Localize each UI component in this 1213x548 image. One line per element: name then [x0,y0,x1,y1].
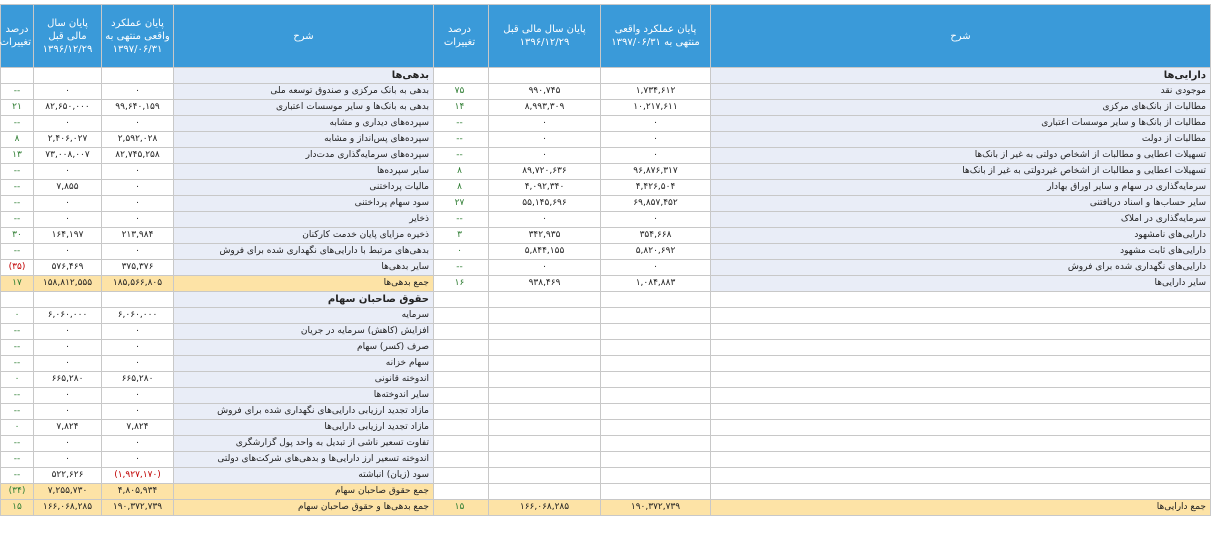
blank-row [431,292,1211,308]
prior-value: ۰ [489,116,601,132]
equity-total-row [1,484,434,500]
assets-row [431,84,1211,100]
liabilities-row [1,148,434,164]
actual-value: ۰ [102,452,174,468]
actual-value: ۱۹۰,۳۷۲,۷۳۹ [102,500,174,516]
empty-cell [601,340,711,356]
actual-value: ۹۶,۸۷۶,۳۱۷ [601,164,711,180]
actual-value: ۰ [102,164,174,180]
change-percent: ۱۵ [1,500,34,516]
empty-cell [601,468,711,484]
assets-header-actual: پایان عملکرد واقعی منتهی به ۱۳۹۷/۰۶/۳۱ [601,5,711,68]
change-percent: ۲۷ [431,196,489,212]
equity-row [1,372,434,388]
empty-cell [431,372,489,388]
empty-cell [489,308,601,324]
row-description: مطالبات از بانک‌ها و سایر موسسات اعتباری [711,116,1211,132]
row-description: سایر حساب‌ها و اسناد دریافتنی [711,196,1211,212]
empty-cell [489,340,601,356]
prior-value: ۰ [34,116,102,132]
liabilities-section-header [1,68,434,84]
change-percent: -- [431,132,489,148]
liabilities-equity-table [0,4,434,516]
grand-total-row [1,500,434,516]
empty-cell [711,468,1211,484]
change-percent: ۱۳ [1,148,34,164]
row-description: تسهیلات اعطایی و مطالبات از اشخاص دولتی به غیر از بانک‌ها [711,148,1211,164]
prior-value: ۰ [489,132,601,148]
empty-cell [601,356,711,372]
actual-value: ۱۰,۲۱۷,۶۱۱ [601,100,711,116]
row-description: سود (زیان) انباشته [174,468,434,484]
actual-value: ۱,۰۸۴,۸۸۳ [601,276,711,292]
row-description: سایر بدهی‌ها [174,260,434,276]
liabilities-row [1,228,434,244]
liabilities-header-prior: پایان سال مالی قبل ۱۳۹۶/۱۲/۲۹ [34,5,102,68]
empty-cell [489,68,601,84]
assets-header-prior: پایان سال مالی قبل ۱۳۹۶/۱۲/۲۹ [489,5,601,68]
prior-value: ۸۲,۶۵۰,۰۰۰ [34,100,102,116]
actual-value: ۰ [102,436,174,452]
equity-row [1,356,434,372]
change-percent: -- [431,148,489,164]
change-percent: ۰ [431,244,489,260]
blank-row [431,420,1211,436]
assets-row [431,100,1211,116]
assets-row [431,148,1211,164]
actual-value: ۲,۵۹۲,۰۲۸ [102,132,174,148]
actual-value: ۵,۸۲۰,۶۹۲ [601,244,711,260]
empty-cell [431,340,489,356]
actual-value: ۰ [102,212,174,228]
prior-value: ۷,۲۵۵,۷۳۰ [34,484,102,500]
change-percent: -- [1,196,34,212]
empty-cell [601,436,711,452]
prior-value: ۰ [34,340,102,356]
change-percent: ۱۷ [1,276,34,292]
change-percent: -- [1,356,34,372]
change-percent: -- [1,164,34,180]
liabilities-row [1,116,434,132]
empty-cell [431,324,489,340]
empty-cell [489,356,601,372]
row-description: سایر اندوخته‌ها [174,388,434,404]
assets-row [431,164,1211,180]
liabilities-row [1,212,434,228]
row-description: تسهیلات اعطایی و مطالبات از اشخاص غیردولتی به غیر از بانک‌ها [711,164,1211,180]
empty-cell [102,292,174,308]
change-percent: -- [1,388,34,404]
change-percent: ۷۵ [431,84,489,100]
change-percent: -- [1,340,34,356]
change-percent: -- [1,452,34,468]
actual-value: ۱,۷۳۴,۶۱۲ [601,84,711,100]
row-description: دارایی‌های نگهداری شده برای فروش [711,260,1211,276]
assets-row [431,228,1211,244]
actual-value: ۰ [601,116,711,132]
change-percent: -- [1,180,34,196]
prior-value: ۰ [34,164,102,180]
prior-value: ۰ [34,452,102,468]
row-description: جمع بدهی‌ها و حقوق صاحبان سهام [174,500,434,516]
change-percent: ۲۱ [1,100,34,116]
empty-cell [431,292,489,308]
liabilities-header-row [1,5,434,68]
row-description: جمع بدهی‌ها [174,276,434,292]
change-percent: -- [1,436,34,452]
actual-value: ۱۹۰,۳۷۲,۷۳۹ [601,500,711,516]
liabilities-header-change: درصد تغییرات [1,5,34,68]
prior-value: ۶,۰۶۰,۰۰۰ [34,308,102,324]
actual-value: ۰ [102,340,174,356]
change-percent: ۰ [1,308,34,324]
equity-row [1,340,434,356]
prior-value: ۰ [34,84,102,100]
change-percent: (۳۵) [1,260,34,276]
actual-value: ۰ [102,356,174,372]
empty-cell [431,484,489,500]
row-description: مازاد تجدید ارزیابی دارایی‌های نگهداری شده برای فروش [174,404,434,420]
liabilities-row [1,84,434,100]
section-title: دارایی‌ها [711,68,1211,84]
row-description: سپرده‌های دیداری و مشابه [174,116,434,132]
empty-cell [711,452,1211,468]
empty-cell [711,484,1211,500]
liabilities-header-desc: شرح [174,5,434,68]
row-description: مطالبات از بانک‌های مرکزی [711,100,1211,116]
empty-cell [431,436,489,452]
prior-value: ۱۵۸,۸۱۲,۵۵۵ [34,276,102,292]
prior-value: ۴,۰۹۲,۳۴۰ [489,180,601,196]
actual-value: (۱,۹۲۷,۱۷۰) [102,468,174,484]
prior-value: ۰ [34,196,102,212]
empty-cell [1,68,34,84]
prior-value: ۷۳,۰۰۸,۰۰۷ [34,148,102,164]
liabilities-row [1,132,434,148]
assets-header-row [431,5,1211,68]
empty-cell [601,420,711,436]
prior-value: ۵,۸۴۴,۱۵۵ [489,244,601,260]
empty-cell [601,68,711,84]
prior-value: ۹۹۰,۷۴۵ [489,84,601,100]
row-description: تفاوت تسعیر ناشی از تبدیل به واحد پول گزارشگری [174,436,434,452]
empty-cell [489,388,601,404]
liabilities-row [1,180,434,196]
assets-section-header [431,68,1211,84]
blank-row [431,340,1211,356]
prior-value: ۸,۹۹۳,۳۰۹ [489,100,601,116]
assets-row [431,180,1211,196]
row-description: بدهی‌های مرتبط با دارایی‌های نگهداری شده برای فروش [174,244,434,260]
prior-value: ۵۵,۱۴۵,۶۹۶ [489,196,601,212]
blank-row [431,388,1211,404]
row-description: بدهی به بانک مرکزی و صندوق توسعه ملی [174,84,434,100]
empty-cell [711,340,1211,356]
actual-value: ۰ [601,132,711,148]
change-percent: -- [431,212,489,228]
empty-cell [489,404,601,420]
liabilities-header-actual: پایان عملکرد واقعی منتهی به ۱۳۹۷/۰۶/۳۱ [102,5,174,68]
change-percent: -- [1,468,34,484]
equity-row [1,436,434,452]
actual-value: ۷,۸۲۴ [102,420,174,436]
actual-value: ۸۲,۷۴۵,۲۵۸ [102,148,174,164]
change-percent: ۱۴ [431,100,489,116]
change-percent: -- [1,404,34,420]
assets-header-change: درصد تغییرات [431,5,489,68]
change-percent: -- [431,116,489,132]
row-description: اندوخته تسعیر ارز دارایی‌ها و بدهی‌های شرکت‌های دولتی [174,452,434,468]
empty-cell [1,292,34,308]
prior-value: ۲,۴۰۶,۰۲۷ [34,132,102,148]
row-description: دارایی‌های نامشهود [711,228,1211,244]
empty-cell [711,436,1211,452]
empty-cell [34,68,102,84]
empty-cell [431,68,489,84]
row-description: ذخیره مزایای پایان خدمت کارکنان [174,228,434,244]
equity-row [1,324,434,340]
actual-value: ۴,۸۰۵,۹۳۴ [102,484,174,500]
blank-row [431,484,1211,500]
empty-cell [711,356,1211,372]
actual-value: ۰ [102,84,174,100]
change-percent: ۸ [1,132,34,148]
liabilities-row [1,164,434,180]
equity-row [1,452,434,468]
equity-row [1,388,434,404]
blank-row [431,436,1211,452]
assets-row [431,244,1211,260]
change-percent: ۰ [1,372,34,388]
empty-cell [711,308,1211,324]
prior-value: ۰ [489,212,601,228]
prior-value: ۷,۸۵۵ [34,180,102,196]
prior-value: ۹۳۸,۴۶۹ [489,276,601,292]
prior-value: ۰ [34,244,102,260]
actual-value: ۶,۰۶۰,۰۰۰ [102,308,174,324]
blank-row [431,404,1211,420]
actual-value: ۰ [102,196,174,212]
prior-value: ۱۶۴,۱۹۷ [34,228,102,244]
prior-value: ۷,۸۲۴ [34,420,102,436]
empty-cell [711,388,1211,404]
empty-cell [489,484,601,500]
row-description: سرمایه [174,308,434,324]
empty-cell [431,420,489,436]
blank-row [431,452,1211,468]
empty-cell [601,324,711,340]
empty-cell [601,484,711,500]
equity-row [1,308,434,324]
actual-value: ۳۷۵,۳۷۶ [102,260,174,276]
empty-cell [489,468,601,484]
actual-value: ۲۱۳,۹۸۴ [102,228,174,244]
row-description: سرمایه‌گذاری در سهام و سایر اوراق بهادار [711,180,1211,196]
empty-cell [711,372,1211,388]
empty-cell [489,420,601,436]
prior-value: ۰ [34,212,102,228]
liabilities-row [1,260,434,276]
row-description: جمع دارایی‌ها [711,500,1211,516]
empty-cell [711,324,1211,340]
row-description: سایر سپرده‌ها [174,164,434,180]
equity-row [1,468,434,484]
empty-cell [601,308,711,324]
row-description: ذخایر [174,212,434,228]
empty-cell [711,292,1211,308]
row-description: سرمایه‌گذاری در املاک [711,212,1211,228]
empty-cell [601,404,711,420]
blank-row [431,468,1211,484]
actual-value: ۰ [601,148,711,164]
empty-cell [102,68,174,84]
row-description: افزایش (کاهش) سرمایه در جریان [174,324,434,340]
prior-value: ۱۶۶,۰۶۸,۲۸۵ [489,500,601,516]
empty-cell [431,388,489,404]
actual-value: ۶۹,۸۵۷,۴۵۲ [601,196,711,212]
change-percent: ۱۶ [431,276,489,292]
change-percent: -- [1,324,34,340]
blank-row [431,356,1211,372]
prior-value: ۰ [489,148,601,164]
row-description: مالیات پرداختنی [174,180,434,196]
actual-value: ۰ [102,180,174,196]
change-percent: ۸ [431,180,489,196]
prior-value: ۸۹,۷۲۰,۶۳۶ [489,164,601,180]
actual-value: ۰ [102,388,174,404]
prior-value: ۰ [34,324,102,340]
empty-cell [601,452,711,468]
actual-value: ۰ [102,116,174,132]
row-description: سپرده‌های پس‌انداز و مشابه [174,132,434,148]
prior-value: ۰ [34,436,102,452]
actual-value: ۹۹,۶۴۰,۱۵۹ [102,100,174,116]
prior-value: ۵۷۶,۴۶۹ [34,260,102,276]
empty-cell [711,404,1211,420]
row-description: مطالبات از دولت [711,132,1211,148]
change-percent: ۳۰ [1,228,34,244]
actual-value: ۰ [601,212,711,228]
liabilities-row [1,100,434,116]
row-description: سپرده‌های سرمایه‌گذاری مدت‌دار [174,148,434,164]
empty-cell [431,452,489,468]
actual-value: ۰ [102,404,174,420]
change-percent: ۱۵ [431,500,489,516]
section-title: بدهی‌ها [174,68,434,84]
empty-cell [34,292,102,308]
empty-cell [431,308,489,324]
blank-row [431,324,1211,340]
equity-section-header [1,292,434,308]
assets-row [431,116,1211,132]
empty-cell [601,388,711,404]
empty-cell [431,404,489,420]
change-percent: ۰ [1,420,34,436]
empty-cell [489,372,601,388]
row-description: جمع حقوق صاحبان سهام [174,484,434,500]
assets-row [431,260,1211,276]
change-percent: ۸ [431,164,489,180]
prior-value: ۰ [34,388,102,404]
row-description: اندوخته قانونی [174,372,434,388]
blank-row [431,308,1211,324]
empty-cell [489,452,601,468]
change-percent: -- [1,116,34,132]
liabilities-total-row [1,276,434,292]
assets-total-row [431,500,1211,516]
actual-value: ۳۵۴,۶۶۸ [601,228,711,244]
empty-cell [489,436,601,452]
assets-row [431,276,1211,292]
change-percent: (۳۴) [1,484,34,500]
change-percent: -- [431,260,489,276]
row-description: دارایی‌های ثابت مشهود [711,244,1211,260]
actual-value: ۶۶۵,۲۸۰ [102,372,174,388]
actual-value: ۰ [102,244,174,260]
empty-cell [431,468,489,484]
empty-cell [489,324,601,340]
row-description: صرف (کسر) سهام [174,340,434,356]
prior-value: ۵۲۲,۶۲۶ [34,468,102,484]
empty-cell [601,292,711,308]
assets-header-desc: شرح [711,5,1211,68]
assets-row [431,212,1211,228]
section-title: حقوق صاحبان سهام [174,292,434,308]
change-percent: -- [1,84,34,100]
liabilities-row [1,196,434,212]
prior-value: ۰ [34,356,102,372]
equity-row [1,420,434,436]
row-description: سایر دارایی‌ها [711,276,1211,292]
prior-value: ۳۴۲,۹۳۵ [489,228,601,244]
row-description: مازاد تجدید ارزیابی دارایی‌ها [174,420,434,436]
assets-row [431,196,1211,212]
liabilities-row [1,244,434,260]
empty-cell [711,420,1211,436]
empty-cell [431,356,489,372]
row-description: سهام خزانه [174,356,434,372]
empty-cell [489,292,601,308]
prior-value: ۱۶۶,۰۶۸,۲۸۵ [34,500,102,516]
row-description: سود سهام پرداختنی [174,196,434,212]
row-description: بدهی به بانک‌ها و سایر موسسات اعتباری [174,100,434,116]
actual-value: ۱۸۵,۵۶۶,۸۰۵ [102,276,174,292]
empty-cell [601,372,711,388]
actual-value: ۰ [102,324,174,340]
prior-value: ۰ [489,260,601,276]
actual-value: ۰ [601,260,711,276]
assets-row [431,132,1211,148]
row-description: موجودی نقد [711,84,1211,100]
change-percent: ۳ [431,228,489,244]
blank-row [431,372,1211,388]
prior-value: ۶۶۵,۲۸۰ [34,372,102,388]
equity-row [1,404,434,420]
change-percent: -- [1,212,34,228]
change-percent: -- [1,244,34,260]
assets-table [430,4,1211,516]
actual-value: ۴,۴۲۶,۵۰۴ [601,180,711,196]
prior-value: ۰ [34,404,102,420]
